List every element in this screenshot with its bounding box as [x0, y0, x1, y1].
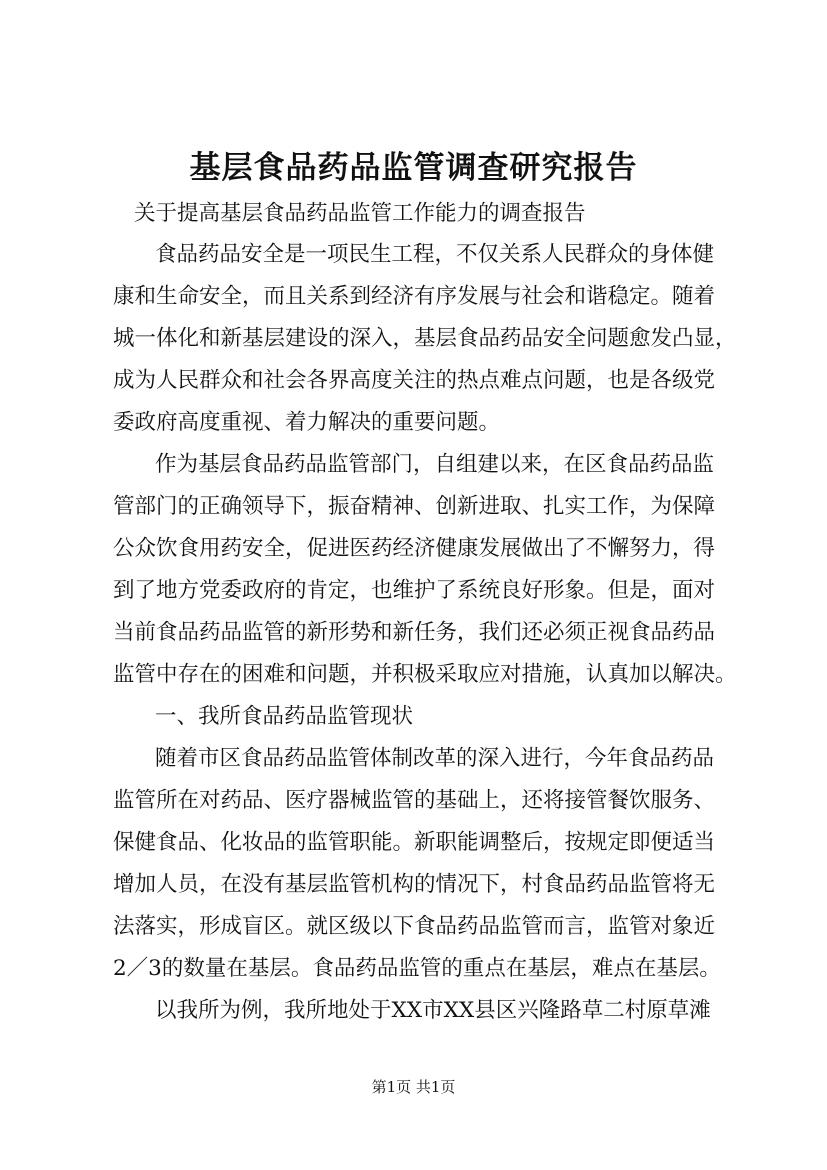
paragraph-line: 当前食品药品监管的新形势和新任务，我们还必须正视食品药品 [113, 620, 716, 645]
paragraph-line: 法落实，形成盲区。就区级以下食品药品监管而言，监管对象近 [113, 914, 716, 939]
paragraph-line: 保健食品、化妆品的监管职能。新职能调整后，按规定即便适当 [113, 830, 716, 855]
paragraph-line: 增加人员，在没有基层监管机构的情况下，村食品药品监管将无 [113, 872, 716, 897]
paragraph-line: 监管所在对药品、医疗器械监管的基础上，还将接管餐饮服务、 [113, 788, 716, 813]
paragraph-line: 城一体化和新基层建设的深入，基层食品药品安全问题愈发凸显， [113, 326, 737, 351]
page-number-footer: 第1页 共1页 [371, 1078, 456, 1096]
paragraph-line: 委政府高度重视、着力解决的重要问题。 [113, 410, 501, 435]
subtitle-line: 关于提高基层食品药品监管工作能力的调查报告 [134, 201, 586, 226]
paragraph-line: 2／3的数量在基层。食品药品监管的重点在基层，难点在基层。 [113, 956, 721, 981]
document-title: 基层食品药品监管调查研究报告 [189, 150, 638, 186]
paragraph-line: 成为人民群众和社会各界高度关注的热点难点问题，也是各级党 [113, 368, 716, 393]
paragraph-line: 作为基层食品药品监管部门，自组建以来，在区食品药品监 [155, 452, 715, 477]
paragraph-line: 随着市区食品药品监管体制改革的深入进行，今年食品药品 [155, 746, 715, 771]
paragraph-line: 食品药品安全是一项民生工程，不仅关系人民群众的身体健 [155, 242, 715, 267]
paragraph-line: 以我所为例，我所地处于XX市XX县区兴隆路草二村原草滩 [155, 998, 711, 1023]
paragraph-line: 监管中存在的困难和问题，并积极采取应对措施，认真加以解决。 [113, 662, 737, 687]
paragraph-line: 到了地方党委政府的肯定，也维护了系统良好形象。但是，面对 [113, 578, 716, 603]
section-heading: 一、我所食品药品监管现状 [155, 704, 414, 729]
paragraph-line: 康和生命安全，而且关系到经济有序发展与社会和谐稳定。随着 [113, 284, 716, 309]
paragraph-line: 管部门的正确领导下，振奋精神、创新进取、扎实工作，为保障 [113, 494, 716, 519]
paragraph-line: 公众饮食用药安全，促进医药经济健康发展做出了不懈努力，得 [113, 536, 716, 561]
